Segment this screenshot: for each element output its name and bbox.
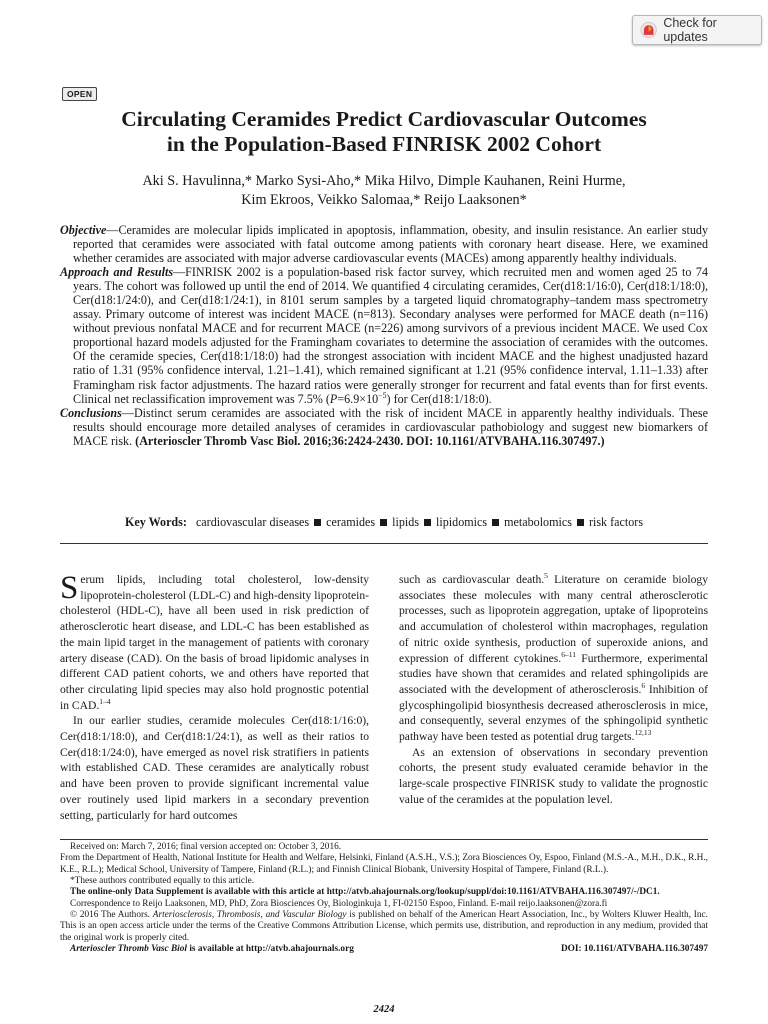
abstract [60, 223, 708, 448]
paragraph: In our earlier studies, ceramide molecules Cer(d18:1/16:0), Cer(d18:1/18:0), and Cer(d18:1/24:1), as well as their ratios to Cer(d18:1/24:0), have emerged as novel risk stratifiers in patients with established CAD. These ceramides are analytically robust and have been proven to provide significant incremental value over routinely used lipid markers in a secondary prevention setting, particularly for hard outcomes [60, 714, 369, 822]
check-updates-icon [640, 21, 657, 39]
body-column-right [399, 572, 708, 808]
footnotes [60, 842, 708, 955]
paragraph: As an extension of observations in secondary prevention cohorts, the present study evaluated ceramide behavior in the large-scale prospective FINRISK study to validate the prognostic value of the ceramides at the population level. [399, 745, 708, 806]
citation: (Arterioscler Thromb Vasc Biol. 2016;36:2424-2430. DOI: 10.1161/ATVBAHA.116.307497.) [135, 433, 605, 448]
paragraph: such as cardiovascular death.$^5$ Literature on ceramide biology associates these molecules with many central atherosclerotic processes, such as lipoprotein aggregation, uptake of lipoproteins and accumulation of cholesterol within macrophages, regulation of nitric oxide synthesis, production of superoxide anions, and expression of different cytokines.$^{6-11}$ Furthermore, experimental studies have shown that ceramides and related sphingolipids are associated with the development of atherosclerosis.$^6$ Inhibition of glycosphingolipid biosynthesis decreased atherosclerosis in mice, and consequently, several enzymes of the sphingolipid synthetic pathway have been tested as potential drug targets.$^{12,13}$ [399, 571, 709, 744]
abstract-conclusions: Conclusions—Distinct serum ceramides are associated with the risk of incident MACE in apparently healthy individuals. These results should encourage more detailed analyses of ceramides in cardiovascular pathobiology and suggest new biomarkers of MACE risk. (Arterioscler Thromb Vasc Biol. 2016;36:2424-2430. DOI: 10.1161/ATVBAHA.116.307497.) [60, 405, 708, 448]
keyword: lipidomics [436, 515, 488, 529]
author-list: Aki S. Havulinna,* Marko Sysi-Aho,* Mika Hilvo, Dimple Kauhanen, Reini Hurme, Kim Ekroos, Veikko Salomaa,* Reijo Laaksonen* [142, 173, 626, 208]
copyright: © 2016 The Authors. Arteriosclerosis, Thrombosis, and Vascular Biology is published on behalf of the American Heart Association, Inc., by Wolters Kluwer Health, Inc. This is an open access article under the terms of the Creative Commons Attribution License, which permits use, distribution, and reproduction in any medium, provided that the original work is properly cited. [60, 910, 708, 943]
bullet-square-icon [424, 519, 431, 526]
keywords: Key Words: cardiovascular diseases ceramides lipids lipidomics metabolomics risk factors [124, 515, 644, 529]
keyword: lipids [392, 515, 420, 529]
keyword: ceramides [326, 515, 376, 529]
bullet-square-icon [577, 519, 584, 526]
bullet-square-icon [492, 519, 499, 526]
body-column-left [60, 572, 369, 823]
open-access-badge: OPEN [62, 87, 97, 101]
data-supplement-note: The online-only Data Supplement is available with this article at http://atvb.ahajournals.org/lookup/suppl/doi:10.1161/ATVBAHA.116.307497/-/DC1. [70, 887, 660, 898]
bullet-square-icon [380, 519, 387, 526]
footnote-divider [60, 839, 708, 840]
doi: DOI: 10.1161/ATVBAHA.116.307497 [560, 944, 708, 955]
keyword: risk factors [588, 515, 644, 529]
page-number: 2424 [373, 1004, 395, 1015]
section-divider [60, 543, 708, 544]
drop-cap: S [60, 570, 79, 606]
abstract-objective: Objective—Ceramides are molecular lipids implicated in apoptosis, inflammation, obesity, and insulin resistance. An earlier study reported that ceramides were associated with fatal outcome among patients with coronary heart disease. Here, we examined whether ceramides are associated with major adverse cardiovascular events (MACEs) among apparently healthy individuals. [60, 223, 708, 266]
availability: Arterioscler Thromb Vasc Biol is available at http://atvb.ahajournals.org [70, 944, 354, 955]
correspondence: Correspondence to Reijo Laaksonen, MD, PhD, Zora Biosciences Oy, Biologinkuja 1, FI-02150 Espoo, Finland. E-mail reijo.laaksonen@zora.fi [70, 898, 608, 909]
keyword: metabolomics [504, 515, 572, 529]
check-updates-label: Check for updates [663, 16, 717, 44]
keyword: cardiovascular diseases [195, 515, 310, 529]
abstract-approach: Approach and Results—FINRISK 2002 is a population-based risk factor survey, which recruited men and women aged 25 to 74 years. The cohort was followed up until the end of 2014. We quantified 4 circulating ceramides, Cer(d18:1/16:0), Cer(d18:1/18:0), Cer(d18:1/24:0), and Cer(d18:1/24:1), in 8101 serum samples by a targeted liquid chromatography–tandem mass spectrometry assay. Primary outcome of interest was incident MACE (n=813). Secondary analyses were performed for MACE death (n=116) without previous nonfatal MACE and for recurrent MACE (n=226) among survivors of a previous incident MACE. We used Cox proportional hazard models adjusted for the Framingham covariates to determine the association of ceramides with the outcomes. Of the ceramide species, Cer(d18:1/18:0) had the strongest association with incident MACE and the highest unadjusted hazard ratio of 1.31 (95% confidence interval, 1.21–1.41), which remained significant at 1.21 (95% confidence interval, 1.11–1.33) after Framingham risk factor adjustments. The hazard ratios were generally stronger for recurrent and fatal events than for first events. Clinical net reclassification improvement was 7.5% $(P=6.9\times 10^{-5})$ for Cer(d18:1/18:0). [60, 265, 709, 406]
article-title: Circulating Ceramides Predict Cardiovascular Outcomes in the Population-Based FINRISK 2002 Cohort [121, 107, 647, 156]
paragraph: Serum lipids, including total cholesterol, low-density lipoprotein-cholesterol (LDL-C) and high-density lipoprotein-cholesterol (HDL-C), have all been used in risk prediction of atherosclerotic heart disease, and LDL-C has been established as the main lipid target in the management of patients with coronary artery disease (CAD). On the basis of broad lipidomic analyses in different CAD patient cohorts, we and others have reported that other circulating lipid species may also hold prognostic potential in CAD.$^{1-4}$ [60, 570, 369, 712]
bullet-square-icon [314, 519, 321, 526]
received-dates: Received on: March 7, 2016; final version accepted on: October 3, 2016. [70, 842, 342, 852]
equal-contribution-note: *These authors contributed equally to this article. [70, 876, 255, 887]
footer-line [60, 944, 708, 955]
check-for-updates-button[interactable] [632, 15, 762, 45]
affiliations: From the Department of Health, National Institute for Health and Welfare, Helsinki, Finland (A.S.H., V.S.); Zora Biosciences Oy, Espoo, Finland (M.S.-A., M.H., D.K., R.H., K.E., R.L.); Medical School, University of Tampere, Finland (R.L.); and Finnish Clinical Biobank, University Hospital of Tampere, Finland (R.L.). [60, 853, 708, 875]
